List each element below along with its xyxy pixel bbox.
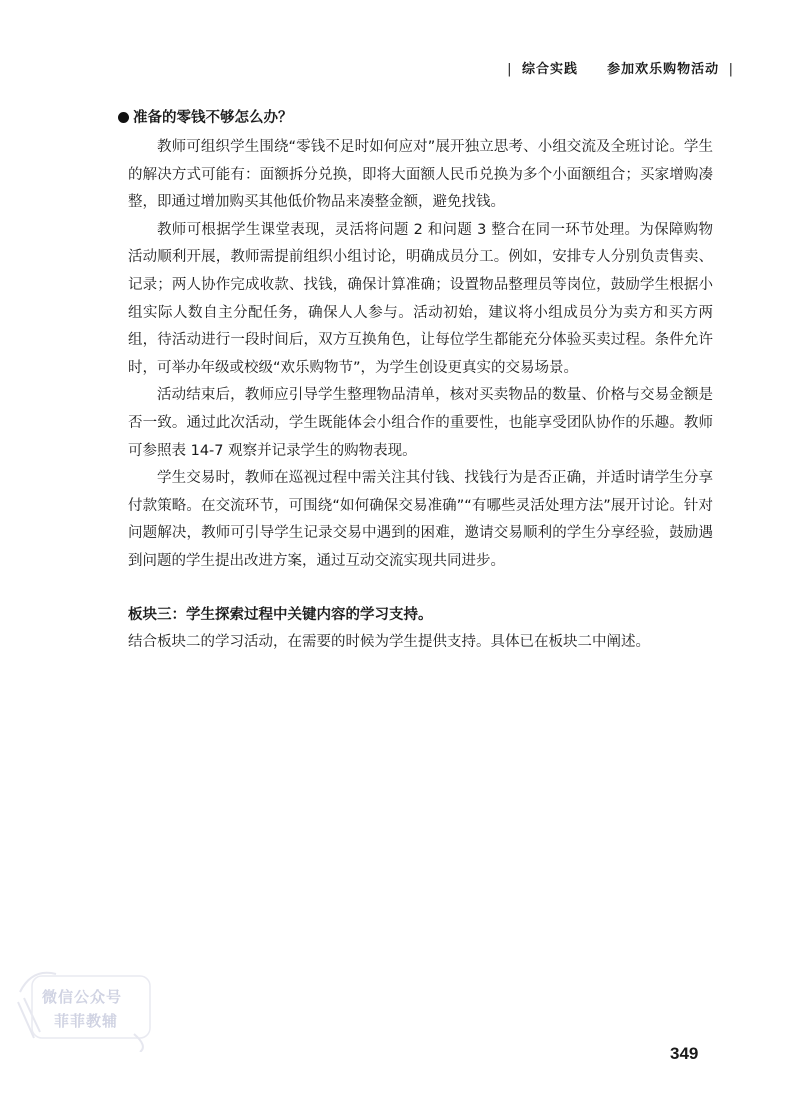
header-divider-right: | [728,62,734,77]
running-header [503,58,738,77]
paragraph: 教师可组织学生围绕“零钱不足时如何应对”展开独立思考、小组交流及全班讨论。学生的解决方式可能有：面额拆分兑换，即将大面额人民币兑换为多个小面额组合；买家增购凑整，即通过增加购买其他低价物品来凑整金额，避免找钱。 [128,139,713,211]
paragraph: 活动结束后，教师应引导学生整理物品清单，核对买卖物品的数量、价格与交易金额是否一致。通过此次活动，学生既能体会小组合作的重要性，也能享受团队协作的乐趣。教师可参照表 14-7 观察并记录学生的购物表现。 [128,387,713,459]
header-divider-left: | [507,62,513,77]
header-section: 综合实践 [521,62,578,77]
watermark [12,962,162,1052]
page-number: 349 [670,1044,699,1063]
watermark-graphic-icon [12,962,162,1052]
watermark-line2: 菲菲教辅 [54,1012,119,1030]
section-three-body: 结合板块二的学习活动，在需要的时候为学生提供支持。具体已在板块二中阐述。 [128,634,650,651]
page-body [128,104,713,657]
paragraph: 教师可根据学生课堂表现，灵活将问题 2 和问题 3 整合在同一环节处理。为保障购物活动顺利开展，教师需提前组织小组讨论，明确成员分工。例如，安排专人分别负责售卖、记录；两人协作完成收款、找钱，确保计算准确；设置物品整理员等岗位，鼓励学生根据小组实际人数自主分配任务，确保人人参与。活动初始，建议将小组成员分为卖方和买方两组，待活动进行一段时间后，双方互换角色，让每位学生都能充分体验买卖过程。条件允许时，可举办年级或校级“欢乐购物节”，为学生创设更真实的交易场景。 [128,221,713,376]
header-title: 参加欢乐购物活动 [607,62,720,77]
watermark-line1: 微信公众号 [42,988,123,1006]
section-three-heading: 板块三：学生探索过程中关键内容的学习支持。 [128,606,433,623]
question-heading [118,104,713,132]
bullet-icon [118,112,129,123]
question-heading-text: 准备的零钱不够怎么办？ [133,110,293,126]
paragraph: 学生交易时，教师在巡视过程中需关注其付钱、找钱行为是否正确，并适时请学生分享付款策略。在交流环节，可围绕“如何确保交易准确”“有哪些灵活处理方法”展开讨论。针对问题解决，教师可引导学生记录交易中遇到的困难，邀请交易顺利的学生分享经验，鼓励遇到问题的学生提出改进方案，通过互动交流实现共同进步。 [128,470,713,569]
